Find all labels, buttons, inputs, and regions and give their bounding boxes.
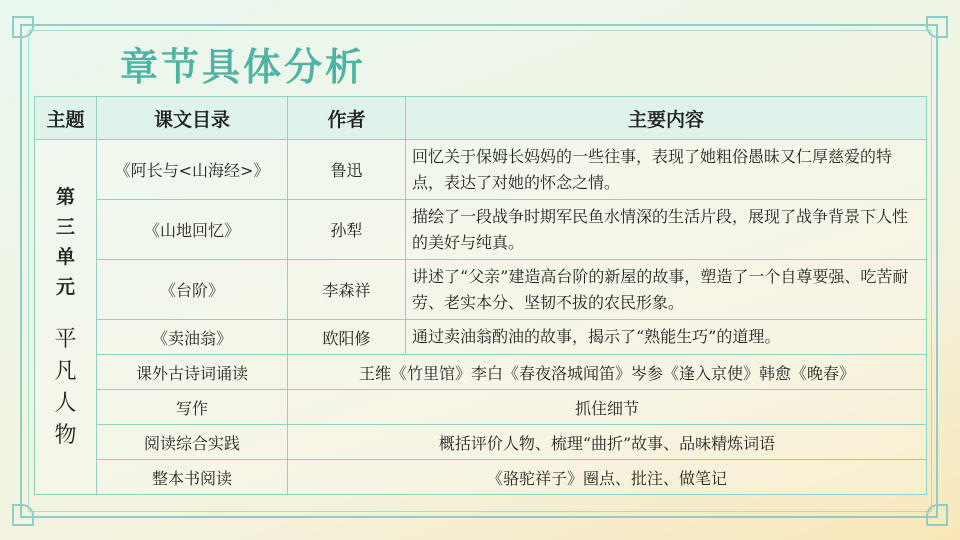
lesson-title: 《台阶》 (97, 260, 288, 320)
corner-ornament (926, 504, 948, 526)
table-row (35, 390, 927, 425)
lesson-content: 回忆关于保姆长妈妈的一些往事，表现了她粗俗愚昧又仁厚慈爱的特点，表达了对她的怀念之情。 (406, 140, 927, 200)
theme-char: 三 (55, 216, 75, 238)
lesson-title: 《阿长与<山海经>》 (97, 140, 288, 200)
theme-cell (35, 140, 97, 495)
extra-content: 概括评价人物、梳理“曲折”故事、品味精炼词语 (288, 425, 927, 460)
lesson-content: 讲述了“父亲”建造高台阶的新屋的故事，塑造了一个自尊要强、吃苦耐劳、老实本分、坚韧不拔的农民形象。 (406, 260, 927, 320)
extra-label: 课外古诗词诵读 (97, 355, 288, 390)
extra-label: 写作 (97, 390, 288, 425)
corner-ornament (926, 16, 948, 38)
theme-char: 平 (54, 327, 77, 352)
table-row (35, 355, 927, 390)
table-row (35, 260, 927, 320)
theme-char: 单 (55, 246, 75, 268)
extra-label: 阅读综合实践 (97, 425, 288, 460)
extra-label: 整本书阅读 (97, 460, 288, 495)
header-lesson: 课文目录 (97, 97, 288, 140)
lesson-content: 通过卖油翁酌油的故事，揭示了“熟能生巧”的道理。 (406, 320, 927, 355)
theme-char: 凡 (54, 359, 77, 384)
table-row (35, 140, 927, 200)
lesson-author: 孙犁 (288, 200, 406, 260)
lesson-author: 鲁迅 (288, 140, 406, 200)
chapter-analysis-table (34, 96, 927, 495)
header-theme: 主题 (35, 97, 97, 140)
theme-char: 元 (55, 276, 75, 298)
corner-ornament (12, 504, 34, 526)
theme-char: 人 (54, 391, 77, 416)
table-row (35, 460, 927, 495)
extra-content: 《骆驼祥子》圈点、批注、做笔记 (288, 460, 927, 495)
lesson-title: 《卖油翁》 (97, 320, 288, 355)
lesson-author: 李森祥 (288, 260, 406, 320)
lesson-title: 《山地回忆》 (97, 200, 288, 260)
theme-char: 第 (55, 186, 75, 208)
extra-content: 王维《竹里馆》李白《春夜洛城闻笛》岑参《逢入京使》韩愈《晚春》 (288, 355, 927, 390)
page-title: 章节具体分析 (120, 45, 367, 89)
theme-char: 物 (54, 423, 77, 448)
extra-content: 抓住细节 (288, 390, 927, 425)
header-content: 主要内容 (406, 97, 927, 140)
lesson-author: 欧阳修 (288, 320, 406, 355)
header-author: 作者 (288, 97, 406, 140)
table-row (35, 320, 927, 355)
lesson-content: 描绘了一段战争时期军民鱼水情深的生活片段，展现了战争背景下人性的美好与纯真。 (406, 200, 927, 260)
table-header-row (35, 97, 927, 140)
table-row (35, 200, 927, 260)
table-row (35, 425, 927, 460)
